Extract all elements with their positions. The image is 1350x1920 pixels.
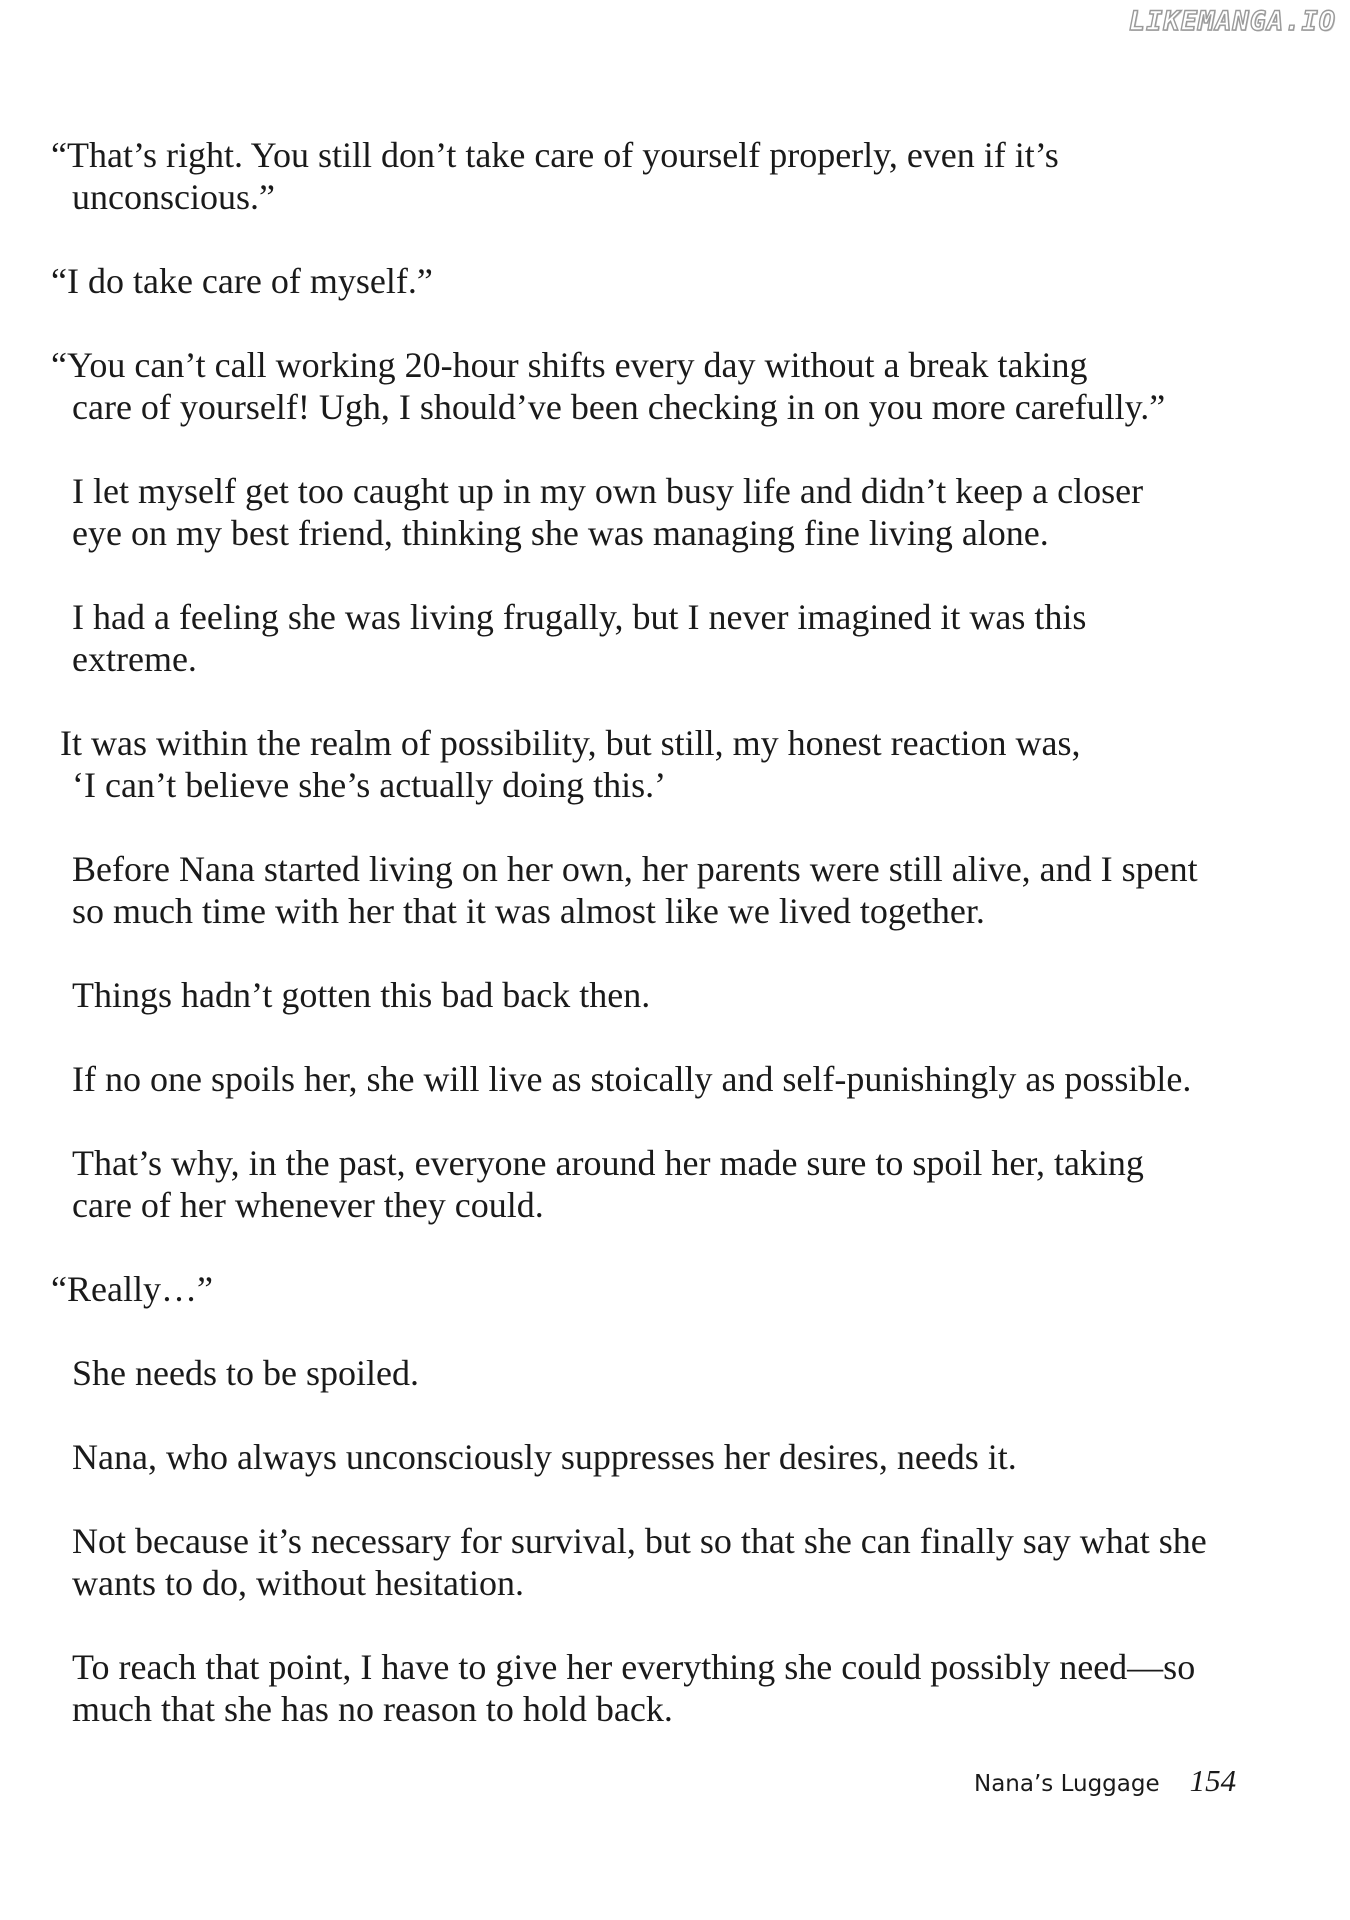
page-number: 154 (1189, 1763, 1237, 1798)
paragraph-13: Nana, who always unconsciously suppresses her desires, needs it. (72, 1437, 1017, 1477)
page-body (51, 134, 1331, 1772)
page-footer (974, 1763, 1236, 1799)
paragraph-6: It was within the realm of possibility, but still, my honest reaction was, ‘I can’t believe she’s actually doing this.’ (60, 723, 1081, 805)
paragraph-5: I had a feeling she was living frugally, but I never imagined it was this extreme. (72, 597, 1087, 679)
paragraph-1: “That’s right. You still don’t take care of yourself properly, even if it’s unconscious.” (51, 135, 1059, 217)
paragraph-4: I let myself get too caught up in my own busy life and didn’t keep a closer eye on my best friend, thinking she was managing fine living alone. (72, 471, 1144, 553)
paragraph-12: She needs to be spoiled. (72, 1353, 419, 1393)
paragraph-3: “You can’t call working 20-hour shifts every day without a break taking care of yourself! Ugh, I should’ve been checking in on you more carefully.” (51, 345, 1166, 427)
paragraph-8: Things hadn’t gotten this bad back then. (72, 975, 651, 1015)
paragraph-15: To reach that point, I have to give her everything she could possibly need—so much that she has no reason to hold back. (72, 1647, 1196, 1729)
book-title: Nana’s Luggage (974, 1771, 1160, 1797)
watermark-logo: LIKEMANGA.IO (1128, 6, 1336, 37)
paragraph-9: If no one spoils her, she will live as stoically and self-punishingly as possible. (72, 1059, 1192, 1099)
paragraph-7: Before Nana started living on her own, her parents were still alive, and I spent so much time with her that it was almost like we lived together. (72, 849, 1198, 931)
paragraph-11: “Really…” (51, 1269, 213, 1309)
paragraph-10: That’s why, in the past, everyone around her made sure to spoil her, taking care of her whenever they could. (72, 1143, 1144, 1225)
paragraph-2: “I do take care of myself.” (51, 261, 433, 301)
paragraph-14: Not because it’s necessary for survival, but so that she can finally say what she wants to do, without hesitation. (72, 1521, 1207, 1603)
